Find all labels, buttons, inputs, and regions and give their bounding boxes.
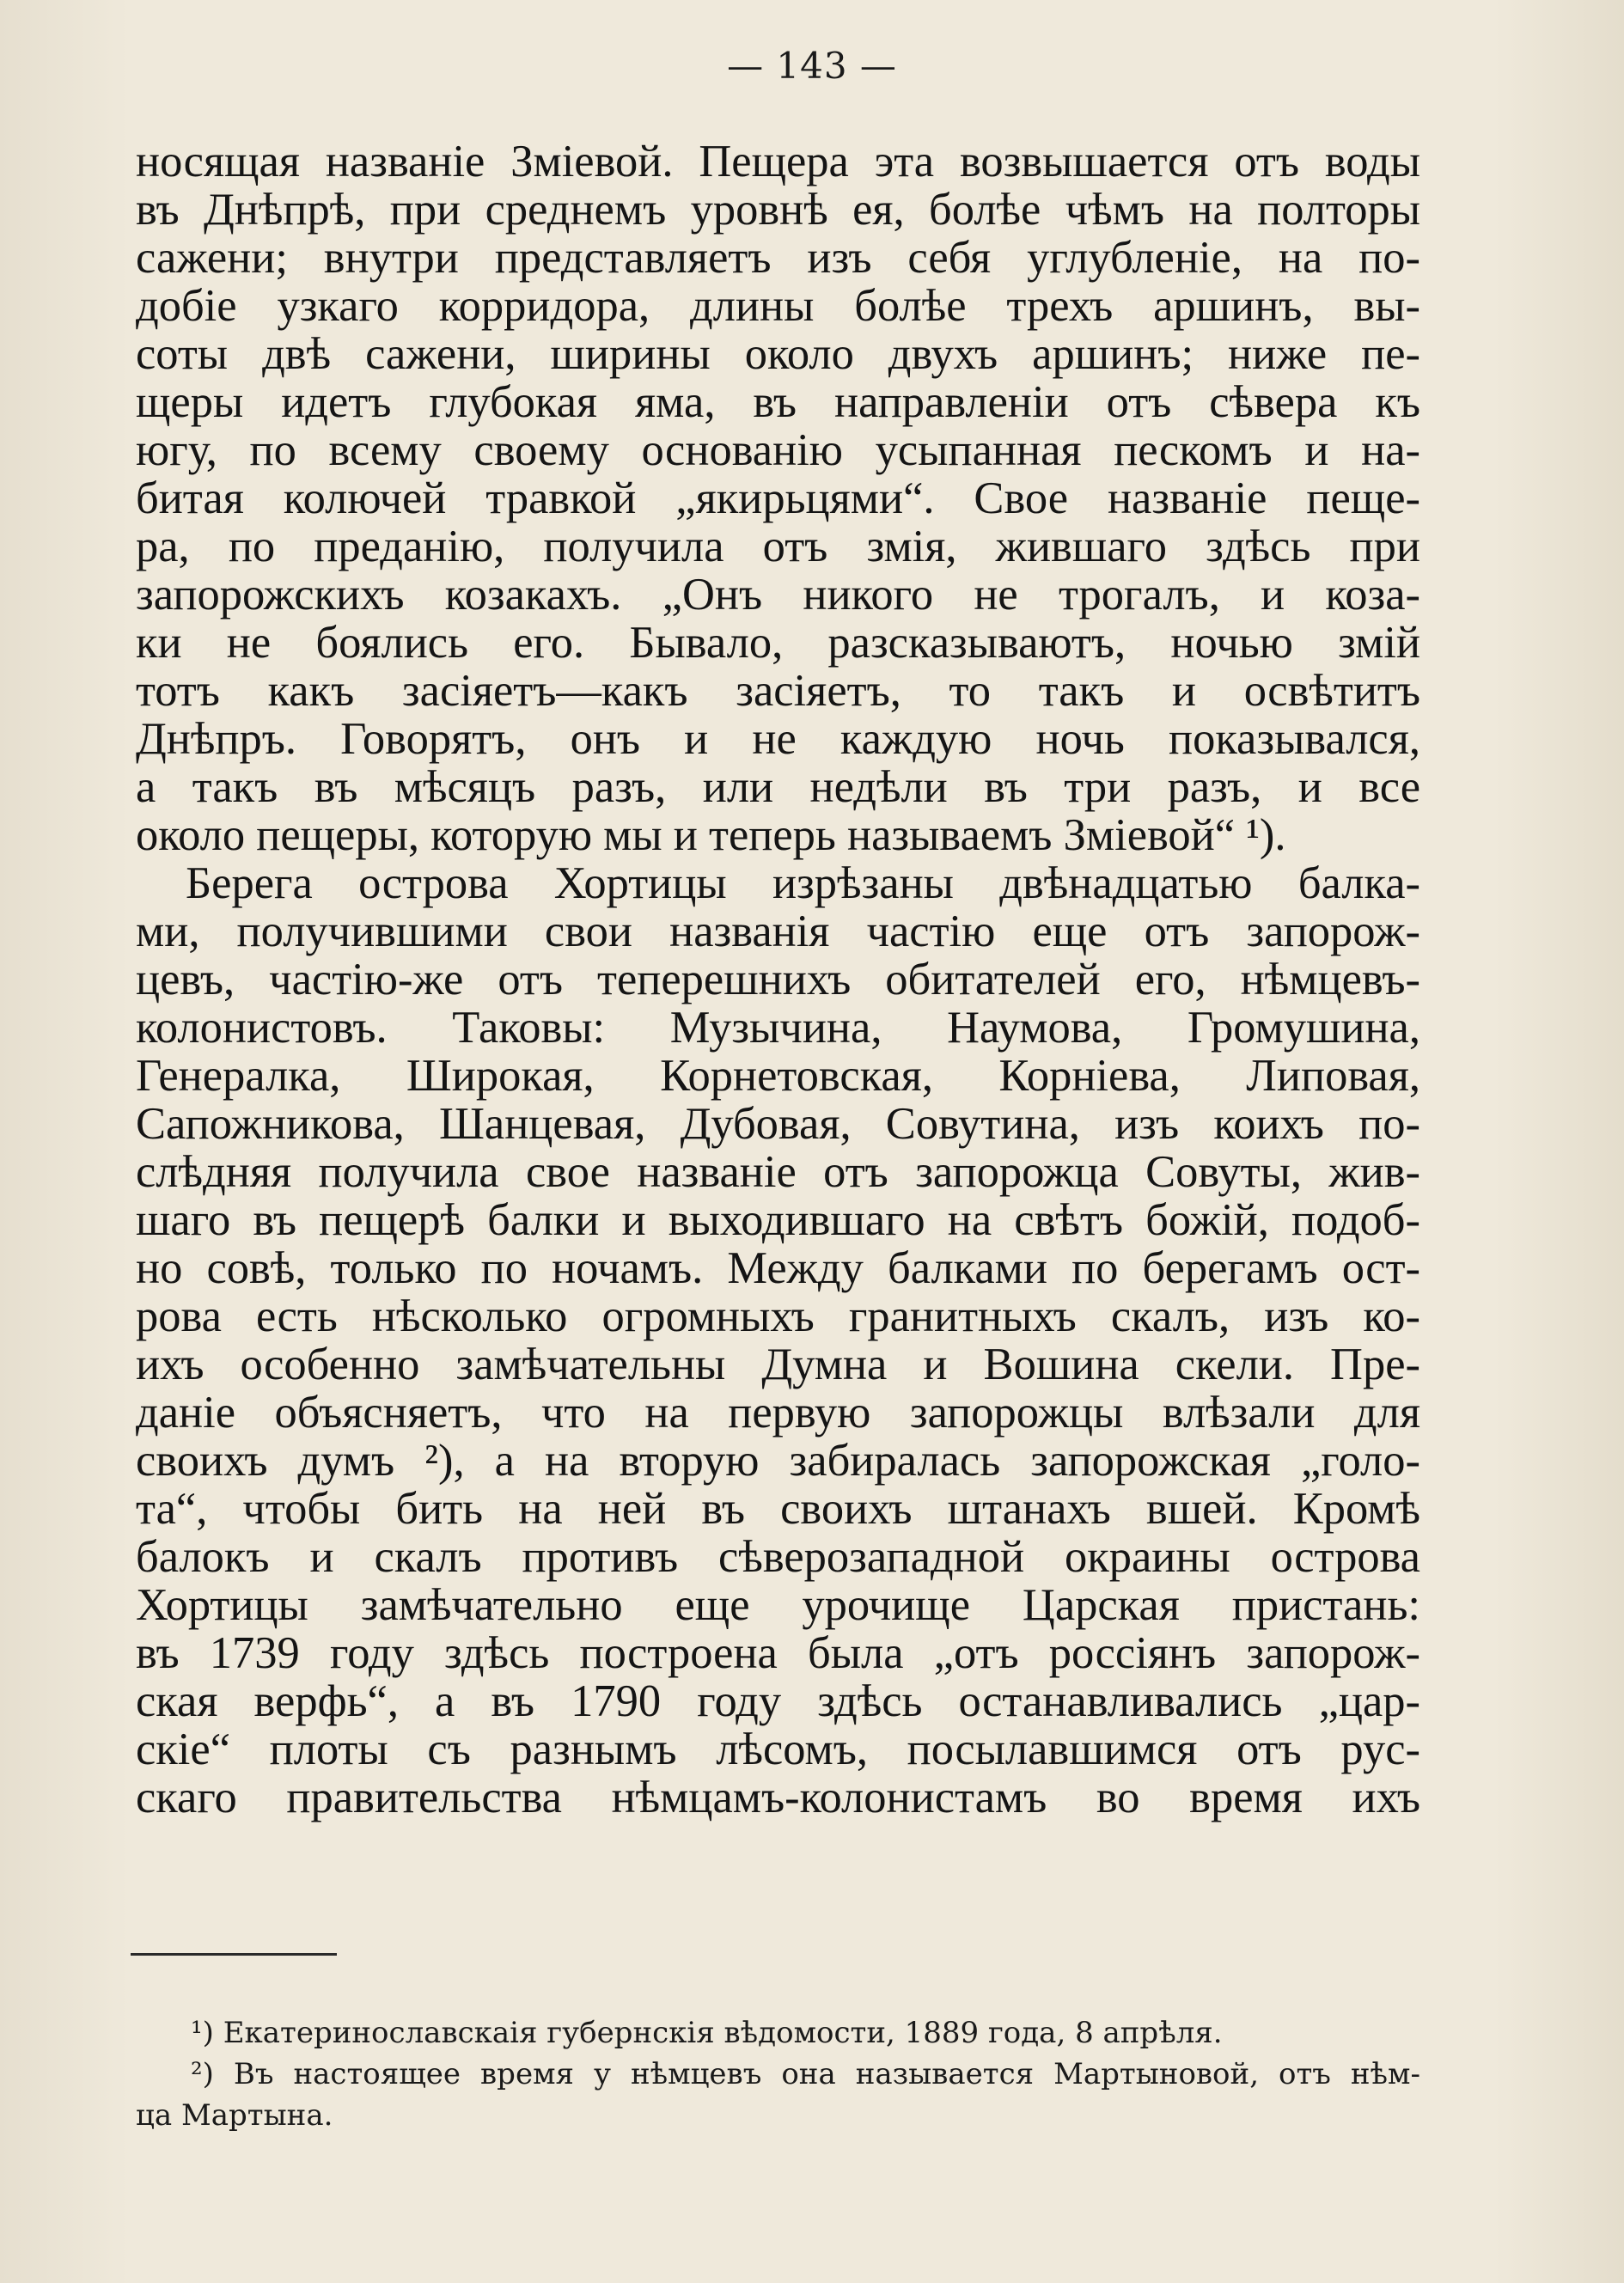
text-line: въ Днѣпрѣ, при среднемъ уровнѣ ея, болѣе чѣмъ на полторы	[136, 185, 1420, 235]
text-line: около пещеры, которую мы и теперь называемъ Зміевой“ ¹).	[136, 810, 1286, 860]
text-line: скіе“ плоты съ разнымъ лѣсомъ, посылавшимся отъ рус-	[136, 1724, 1420, 1774]
text-line: битая колючей травкой „якирьцями“. Свое названіе пеще-	[136, 473, 1420, 523]
text-line: югу, по всему своему основанію усыпанная пескомъ и на-	[136, 425, 1420, 475]
text-line: ихъ особенно замѣчательны Думна и Вошина скели. Пре-	[136, 1340, 1420, 1389]
text-line: рова есть нѣсколько огромныхъ гранитныхъ скалъ, изъ ко-	[136, 1291, 1420, 1341]
text-line: Генералка, Широкая, Корнетовская, Корніева, Липовая,	[136, 1051, 1420, 1101]
text-line: а такъ въ мѣсяцъ разъ, или недѣли въ три разъ, и все	[136, 762, 1420, 812]
footnote-line: ¹) Екатеринославскаія губернскія вѣдомости, 1889 года, 8 апрѣля.	[191, 2016, 1223, 2050]
text-line: въ 1739 году здѣсь построена была „отъ россіянъ запорож-	[136, 1628, 1420, 1678]
text-line: запорожскихъ козакахъ. „Онъ никого не трогалъ, и коза-	[136, 570, 1420, 620]
footnote-line: ²) Въ настоящее время у нѣмцевъ она называется Мартыновой, отъ нѣм-	[191, 2057, 1420, 2091]
text-line: слѣдняя получила свое названіе отъ запорожца Совуты, жив-	[136, 1147, 1420, 1197]
page-number: — 143 —	[727, 45, 897, 87]
text-line: ми, получившими свои названія частію еще отъ запорож-	[136, 906, 1420, 956]
text-line: та“, чтобы бить на ней въ своихъ штанахъ вшей. Кромѣ	[136, 1484, 1420, 1534]
footnotes	[136, 2012, 1420, 2136]
body-text	[136, 137, 1420, 1822]
text-line: щеры идетъ глубокая яма, въ направленіи отъ сѣвера къ	[136, 377, 1420, 427]
text-line: ра, по преданію, получила отъ змія, жившаго здѣсь при	[136, 522, 1420, 571]
text-line: Берега острова Хортицы изрѣзаны двѣнадцатью балка-	[186, 858, 1420, 908]
footnote-line: ца Мартына.	[136, 2098, 333, 2133]
text-line: Днѣпръ. Говорятъ, онъ и не каждую ночь показывался,	[136, 714, 1420, 764]
text-line: Сапожникова, Шанцевая, Дубовая, Совутина, изъ коихъ по-	[136, 1099, 1420, 1149]
text-line: шаго въ пещерѣ балки и выходившаго на свѣтъ божій, подоб-	[136, 1195, 1420, 1245]
text-line: цевъ, частію-же отъ теперешнихъ обитателей его, нѣмцевъ-	[136, 955, 1420, 1004]
text-line: ки не боялись его. Бывало, разсказываютъ, ночью змій	[136, 618, 1420, 668]
text-line: тотъ какъ засіяетъ—какъ засіяетъ, то такъ и освѣтитъ	[136, 666, 1420, 716]
text-line: скаго правительства нѣмцамъ-колонистамъ во время ихъ	[136, 1773, 1420, 1822]
text-line: но совѣ, только по ночамъ. Между балками по берегамъ ост-	[136, 1243, 1420, 1293]
text-line: даніе объясняетъ, что на первую запорожцы влѣзали для	[136, 1388, 1420, 1438]
text-line: своихъ думъ ²), а на вторую забиралась запорожская „голо-	[136, 1436, 1420, 1486]
text-line: добіе узкаго корридора, длины болѣе трехъ аршинъ, вы-	[136, 281, 1420, 331]
text-line: сажени; внутри представляетъ изъ себя углубленіе, на по-	[136, 233, 1420, 283]
text-line: балокъ и скалъ противъ сѣверозападной окраины острова	[136, 1532, 1420, 1582]
text-line: колонистовъ. Таковы: Музычина, Наумова, Громушина,	[136, 1003, 1420, 1053]
text-line: носящая названіе Зміевой. Пещера эта возвышается отъ воды	[136, 137, 1420, 186]
text-line: соты двѣ сажени, ширины около двухъ аршинъ; ниже пе-	[136, 329, 1420, 379]
footnote-separator	[131, 1953, 337, 1956]
text-line: ская верфь“, а въ 1790 году здѣсь останавливались „цар-	[136, 1676, 1420, 1726]
text-line: Хортицы замѣчательно еще урочище Царская пристань:	[136, 1580, 1420, 1630]
